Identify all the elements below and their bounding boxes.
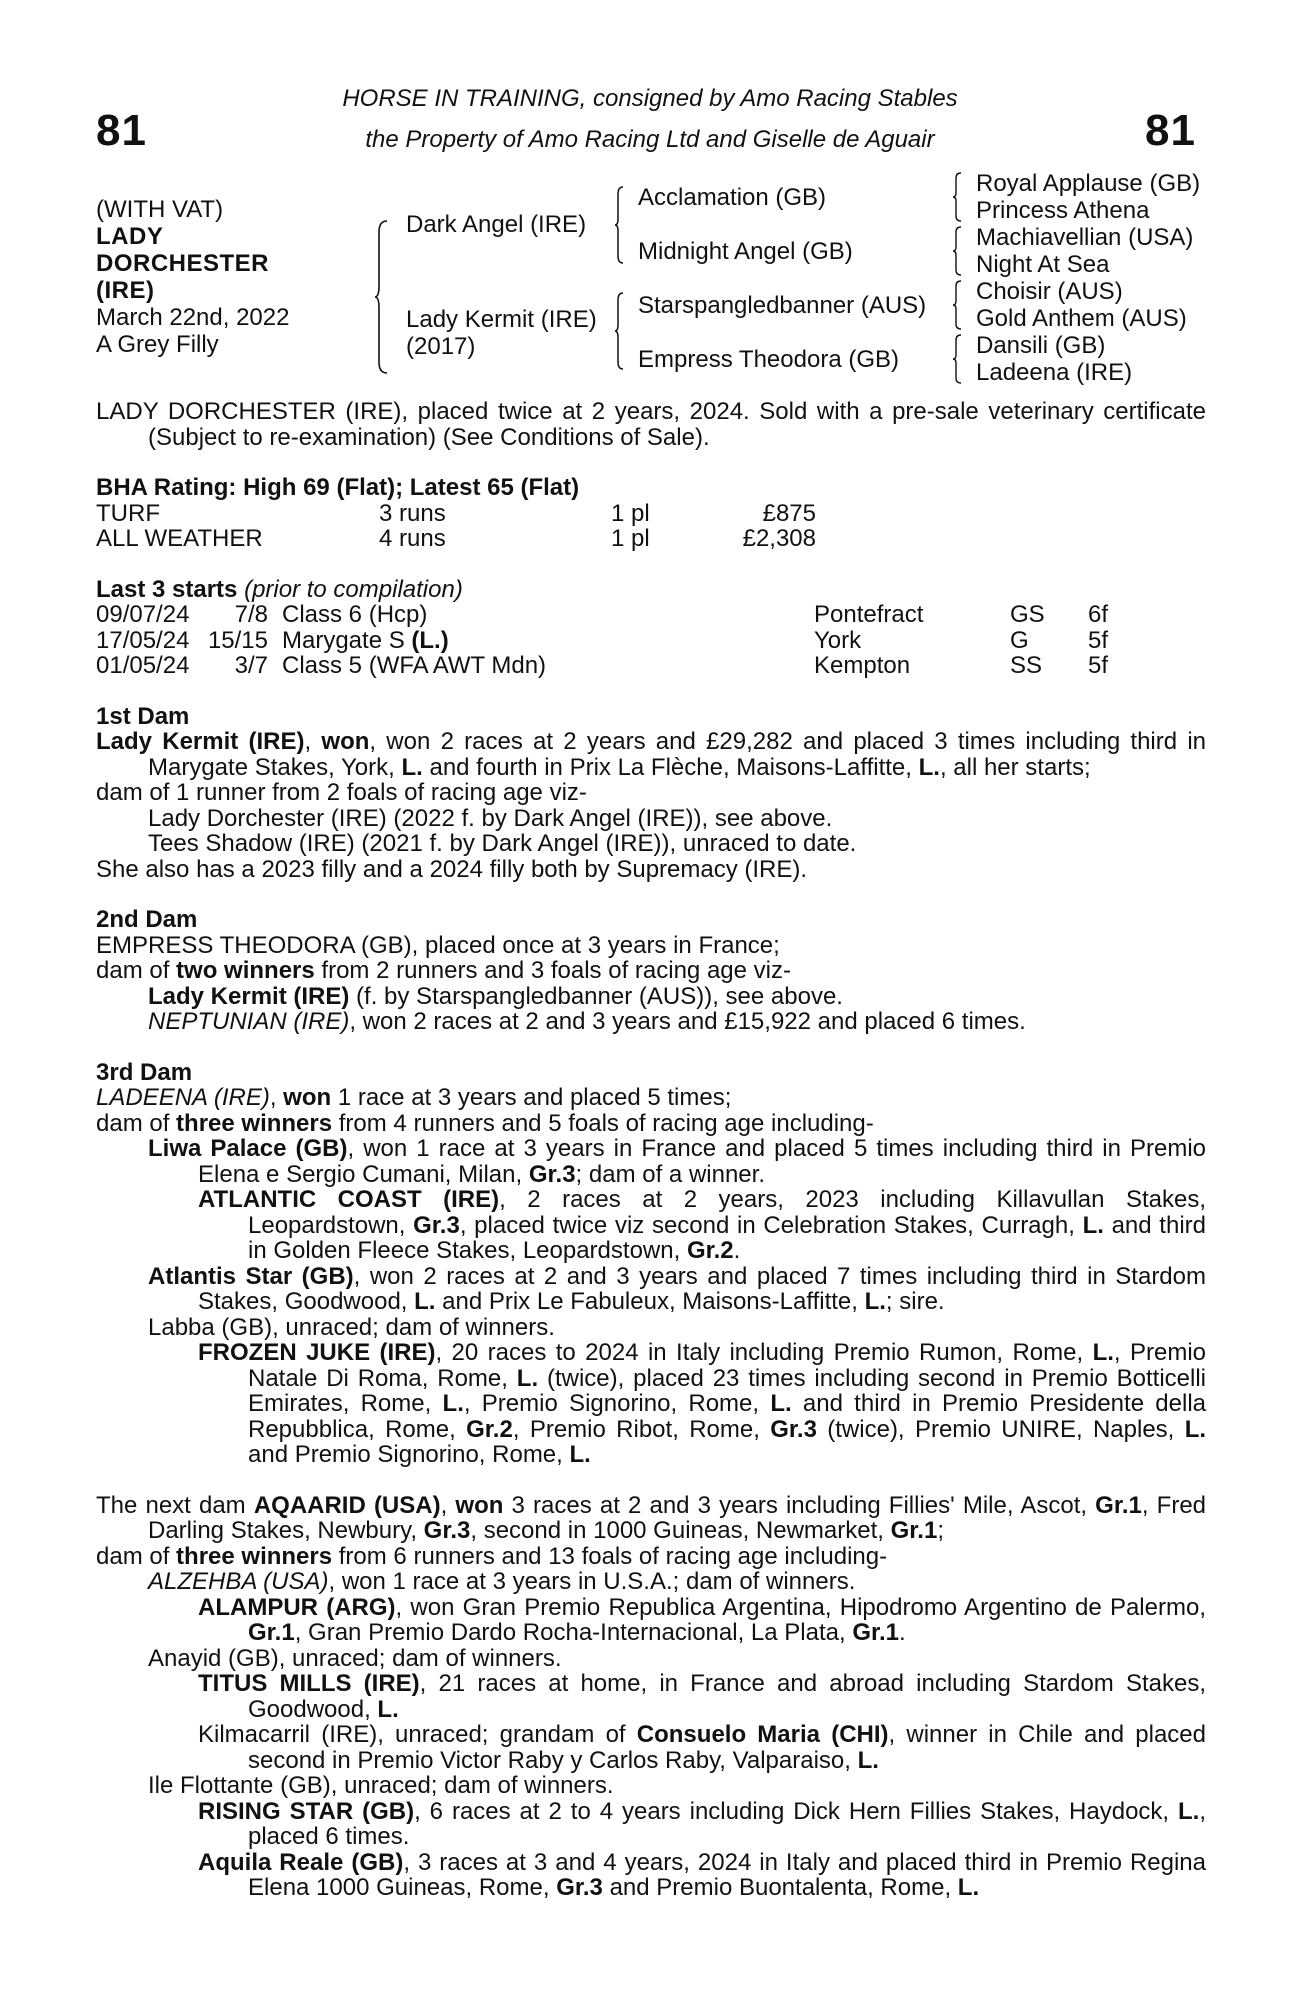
labba-entry: Labba (GB), unraced; dam of winners. bbox=[148, 1313, 555, 1341]
start-race: Marygate S (L.) bbox=[282, 626, 449, 654]
start-date: 17/05/24 bbox=[96, 626, 190, 654]
start-position: 3/7 bbox=[234, 652, 268, 679]
gg-brace-1 bbox=[952, 172, 962, 222]
dam-sire: Starspangledbanner (AUS) bbox=[638, 292, 927, 319]
sire-brace bbox=[614, 186, 624, 264]
third-dam-heading: 3rd Dam bbox=[96, 1058, 193, 1086]
titus-mills-entry: TITUS MILLS (IRE), 21 races at home, in France and abroad including Stardom Stakes, Goodwood, L. bbox=[198, 1670, 1206, 1723]
header-consignor: HORSE IN TRAINING, consigned by Amo Racing Stables bbox=[342, 85, 958, 112]
dam-year: (2017) bbox=[406, 333, 476, 360]
second-dam-produce-intro: dam of two winners from 2 runners and 3 foals of racing age viz- bbox=[96, 957, 791, 984]
start-row bbox=[96, 653, 1108, 679]
gg-8: Ladeena (IRE) bbox=[976, 359, 1133, 386]
great-grandparents bbox=[976, 170, 1200, 386]
vat-note: (WITH VAT) bbox=[96, 196, 224, 223]
gg-6: Gold Anthem (AUS) bbox=[976, 305, 1187, 332]
horse-description: A Grey Filly bbox=[96, 331, 219, 358]
first-dam-section bbox=[96, 704, 1206, 883]
start-position: 15/15 bbox=[207, 626, 268, 654]
next-dam-record: The next dam AQAARID (USA), won 3 races at 2 and 3 years including Fillies' Mile, Ascot, Gr.1, Fred Darling Stakes, Newbury, Gr.3, second in 1000 Guineas, Newmarket, Gr.1; bbox=[96, 1491, 1207, 1544]
first-dam-note: She also has a 2023 filly and a 2024 filly both by Supremacy (IRE). bbox=[96, 855, 808, 883]
record-runs: 3 runs bbox=[379, 499, 446, 527]
gg-1: Royal Applause (GB) bbox=[976, 170, 1201, 197]
kilmacarril-entry: Kilmacarril (IRE), unraced; grandam of Consuelo Maria (CHI), winner in Chile and placed second in Premio Victor Raby y Carlos Raby, Valparaiso, L. bbox=[198, 1721, 1207, 1774]
starts-table bbox=[96, 602, 1108, 679]
second-dam-produce-1: Lady Kermit (IRE) (f. by Starspangledbanner (AUS)), see above. bbox=[148, 982, 843, 1010]
record-table bbox=[96, 501, 816, 552]
alampur-entry: ALAMPUR (ARG), won Gran Premio Republica Argentina, Hipodromo Argentino de Palermo, Gr.1, Gran Premio Dardo Rocha-Internacional, La Plata, Gr.1. bbox=[198, 1593, 1206, 1646]
alzehba-entry: ALZEHBA (USA), won 1 race at 3 years in U.S.A.; dam of winners. bbox=[148, 1568, 856, 1595]
start-race: Class 6 (Hcp) bbox=[282, 601, 428, 628]
horse-name-2: DORCHESTER bbox=[96, 250, 270, 277]
atlantic-coast-entry: ATLANTIC COAST (IRE), 2 races at 2 years, 2023 including Killavullan Stakes, Leopardstown, Gr.3, placed twice viz second in Celebration Stakes, Curragh, L. and third in Golden Fleece Stakes, Leopardstown, Gr.2. bbox=[198, 1186, 1207, 1264]
lot-header bbox=[230, 78, 1070, 160]
dam-dam: Empress Theodora (GB) bbox=[638, 346, 899, 373]
gg-brace-2 bbox=[952, 226, 962, 276]
start-course: Kempton bbox=[814, 652, 911, 679]
sire-name: Dark Angel (IRE) bbox=[406, 211, 587, 238]
gg-brace-3 bbox=[952, 280, 962, 330]
liwa-palace-entry: Liwa Palace (GB), won 1 race at 3 years in France and placed 5 times including third in Premio Elena e Sergio Cumani, Milan, Gr.3; dam of a winner. bbox=[148, 1135, 1207, 1188]
horse-name-1: LADY bbox=[96, 223, 164, 250]
second-dam-record: EMPRESS THEODORA (GB), placed once at 3 years in France; bbox=[96, 931, 780, 959]
lot-number-left: 81 bbox=[96, 106, 147, 155]
start-going: G bbox=[1010, 626, 1029, 654]
ile-flottante-entry: Ile Flottante (GB), unraced; dam of winners. bbox=[148, 1772, 614, 1799]
gg-4: Night At Sea bbox=[976, 251, 1110, 278]
first-dam-produce-2: Tees Shadow (IRE) (2021 f. by Dark Angel (IRE)), unraced to date. bbox=[148, 830, 857, 857]
last-starts-note: (prior to compilation) bbox=[244, 575, 463, 603]
first-dam-produce-intro: dam of 1 runner from 2 foals of racing age viz- bbox=[96, 779, 587, 806]
next-dam-produce-intro: dam of three winners from 6 runners and 13 foals of racing age including- bbox=[96, 1542, 888, 1570]
horse-name-3: (IRE) bbox=[96, 277, 155, 304]
gg-5: Choisir (AUS) bbox=[976, 278, 1123, 305]
record-runs: 4 runs bbox=[379, 525, 446, 552]
first-dam-record: Lady Kermit (IRE), won, won 2 races at 2 years and £29,282 and placed 3 times including third in Marygate Stakes, York, L. and fourth in Prix La Flèche, Maisons-Laffitte, L., all her starts; bbox=[96, 728, 1206, 781]
start-course: Pontefract bbox=[814, 601, 924, 628]
gg-3: Machiavellian (USA) bbox=[976, 224, 1194, 251]
record-surface: ALL WEATHER bbox=[96, 525, 263, 552]
second-dam-heading: 2nd Dam bbox=[96, 906, 198, 933]
dam-brace bbox=[614, 292, 624, 370]
aquila-reale-entry: Aquila Reale (GB), 3 races at 3 and 4 years, 2024 in Italy and placed third in Premio Regina Elena 1000 Guineas, Rome, Gr.3 and Premio Buontalenta, Rome, L. bbox=[198, 1848, 1206, 1901]
start-date: 09/07/24 bbox=[96, 601, 190, 628]
start-course: York bbox=[814, 626, 862, 654]
start-going: SS bbox=[1010, 652, 1043, 679]
record-earnings: £2,308 bbox=[742, 525, 816, 552]
record-row bbox=[96, 526, 816, 552]
lot-number-right: 81 bbox=[1145, 106, 1196, 155]
gg-2: Princess Athena bbox=[976, 197, 1150, 224]
record-placed: 1 pl bbox=[611, 525, 650, 552]
third-dam-record: LADEENA (IRE), won 1 race at 3 years and placed 5 times; bbox=[96, 1084, 732, 1111]
start-row bbox=[96, 628, 1108, 654]
record-row bbox=[96, 501, 816, 527]
third-dam-section bbox=[96, 1060, 1206, 1468]
atlantis-star-entry: Atlantis Star (GB), won 2 races at 2 and 3 years and placed 7 times including third in Stardom Stakes, Goodwood, L. and Prix Le Fabuleux, Maisons-Laffitte, L.; sire. bbox=[148, 1262, 1206, 1315]
bha-rating: BHA Rating: High 69 (Flat); Latest 65 (Flat) bbox=[96, 474, 580, 501]
start-race: Class 5 (WFA AWT Mdn) bbox=[282, 652, 547, 679]
start-distance: 5f bbox=[1088, 652, 1109, 679]
intro-paragraph: LADY DORCHESTER (IRE), placed twice at 2 years, 2024. Sold with a pre-sale veterinary certificate (Subject to re-examination) (See Conditions of Sale). bbox=[96, 398, 1206, 451]
start-distance: 5f bbox=[1088, 626, 1109, 654]
record-earnings: £875 bbox=[762, 499, 816, 527]
next-dam-section bbox=[96, 1493, 1206, 1901]
dam-name: Lady Kermit (IRE) bbox=[406, 306, 597, 333]
foaled-date: March 22nd, 2022 bbox=[96, 304, 290, 331]
sire-sire: Acclamation (GB) bbox=[638, 184, 827, 211]
horse-info bbox=[96, 196, 289, 358]
last-starts-heading: Last 3 starts bbox=[96, 575, 238, 603]
third-dam-produce-intro: dam of three winners from 4 runners and 5 foals of racing age including- bbox=[96, 1109, 874, 1137]
start-going: GS bbox=[1010, 601, 1045, 628]
record-placed: 1 pl bbox=[611, 499, 650, 527]
first-dam-heading: 1st Dam bbox=[96, 702, 190, 730]
second-dam-section bbox=[96, 907, 1206, 1035]
pedigree-brace-main bbox=[374, 220, 388, 374]
start-row bbox=[96, 602, 1108, 628]
record-surface: TURF bbox=[96, 499, 160, 527]
sire-dam: Midnight Angel (GB) bbox=[638, 238, 853, 265]
start-date: 01/05/24 bbox=[96, 652, 190, 679]
start-distance: 6f bbox=[1088, 601, 1109, 628]
racing-record bbox=[96, 475, 1206, 552]
catalogue-body bbox=[96, 399, 1206, 1901]
gg-brace-4 bbox=[952, 334, 962, 384]
anayid-entry: Anayid (GB), unraced; dam of winners. bbox=[148, 1644, 562, 1672]
frozen-juke-entry: FROZEN JUKE (IRE), 20 races to 2024 in Italy including Premio Rumon, Rome, L., Premio Natale Di Roma, Rome, L. (twice), placed 23 times including second in Premio Botticelli Emirates, Rome, L., Premio Signorino, Rome, L. and third in Premio Presidente della Repubblica, Rome, Gr.2, Premio Ribot, Rome, Gr.3 (twice), Premio UNIRE, Naples, L. and Premio Signorino, Rome, L. bbox=[198, 1339, 1207, 1468]
header-property: the Property of Amo Racing Ltd and Giselle de Aguair bbox=[365, 126, 935, 153]
start-position: 7/8 bbox=[234, 601, 268, 628]
rising-star-entry: RISING STAR (GB), 6 races at 2 to 4 years including Dick Hern Fillies Stakes, Haydock, L., placed 6 times. bbox=[198, 1797, 1207, 1850]
gg-7: Dansili (GB) bbox=[976, 332, 1106, 359]
first-dam-produce-1: Lady Dorchester (IRE) (2022 f. by Dark Angel (IRE)), see above. bbox=[148, 804, 833, 832]
second-dam-produce-2: NEPTUNIAN (IRE), won 2 races at 2 and 3 years and £15,922 and placed 6 times. bbox=[148, 1008, 1026, 1035]
last-starts bbox=[96, 577, 1206, 679]
